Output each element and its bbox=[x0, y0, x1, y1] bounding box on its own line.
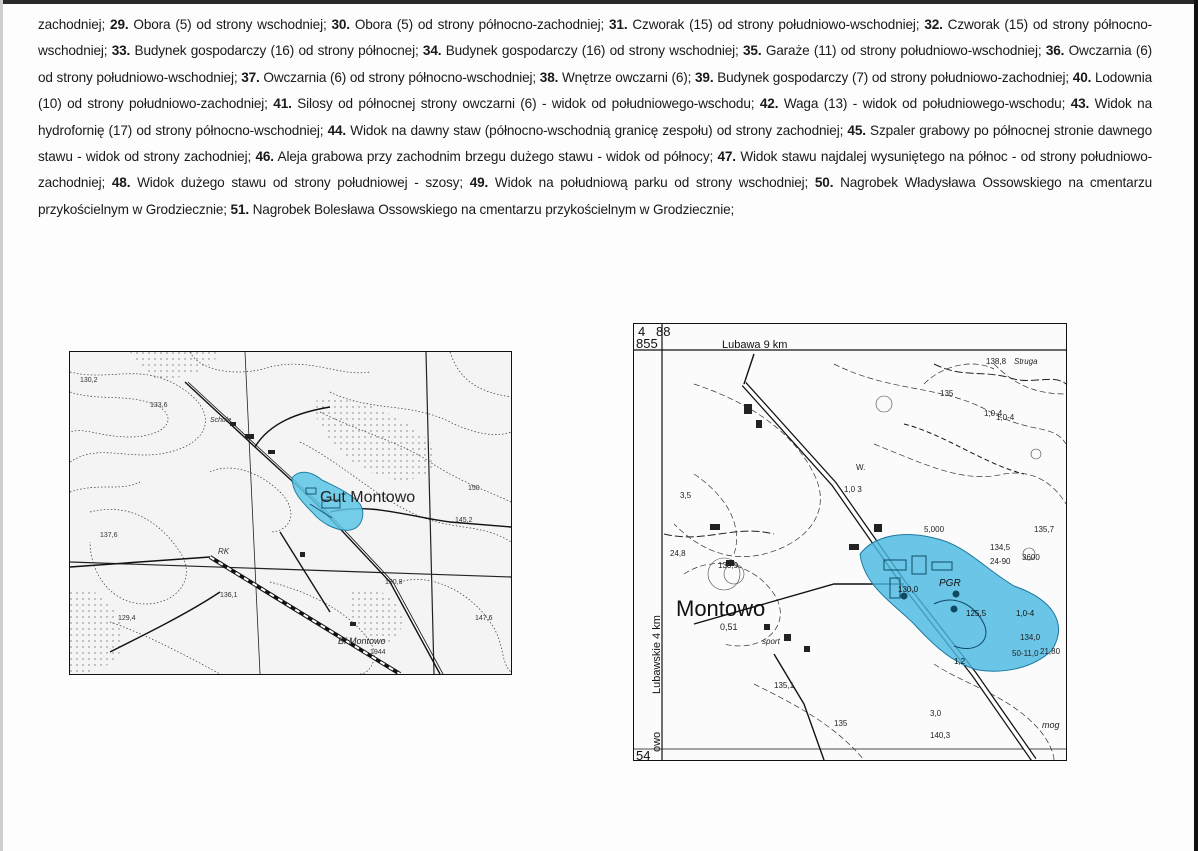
item-number: 32. bbox=[924, 17, 943, 32]
item-number: 31. bbox=[609, 17, 628, 32]
historical-map bbox=[69, 351, 512, 675]
map-label: 24,8 bbox=[670, 549, 686, 558]
map-label: 3600 bbox=[1022, 553, 1040, 562]
map-label: 21,80 bbox=[1040, 647, 1061, 656]
item-text: Lodownia (10) od strony południowo-zachodniej; bbox=[38, 69, 1152, 112]
grid-coordinate-left: 855 bbox=[636, 336, 658, 351]
map-label: 147,6 bbox=[475, 615, 493, 622]
road-label-north: Lubawa 9 km bbox=[722, 339, 788, 351]
station-label: Bf.Montowo bbox=[338, 636, 386, 646]
item-number: 42. bbox=[759, 96, 779, 112]
item-number: 43. bbox=[1070, 96, 1090, 112]
item-text: zachodniej; bbox=[38, 17, 111, 32]
map-label: 129,4 bbox=[118, 615, 136, 622]
map-label: W. bbox=[856, 463, 866, 472]
map-label: 50-11,0 bbox=[1012, 649, 1039, 658]
map-label: 135,1 bbox=[774, 681, 795, 690]
historical-map-drawing bbox=[70, 352, 511, 674]
map-label: 1,0-4 bbox=[1016, 609, 1035, 618]
item-text: Obora (5) od strony wschodniej; bbox=[128, 17, 332, 32]
map-label: 150 bbox=[468, 485, 480, 492]
item-number: 38. bbox=[539, 69, 559, 85]
item-number: 48. bbox=[111, 175, 131, 191]
grid-coordinate-top-2: 88 bbox=[656, 324, 671, 339]
item-text: Nagrobek Bolesława Ossowskiego na cmentarzu przykościelnym w Grodziecznie; bbox=[248, 201, 735, 217]
map-label: sport bbox=[762, 637, 780, 646]
map-label: 1,0-4 bbox=[996, 413, 1015, 422]
item-text: Budynek gospodarczy (16) od strony wschodniej; bbox=[441, 43, 744, 59]
item-text: Widok na południową parku od strony wschodniej; bbox=[488, 175, 815, 191]
item-number: 33. bbox=[111, 43, 131, 59]
map-label: 1,2 bbox=[954, 657, 966, 666]
map-label: mog bbox=[1042, 720, 1060, 730]
item-number: 34. bbox=[422, 43, 442, 59]
item-text: Silosy od północnej strony owczarni (6) - widok od południowego-wschodu; bbox=[291, 96, 760, 112]
map-label: 5,000 bbox=[924, 525, 945, 534]
map-label: 1,0-4 bbox=[984, 409, 1003, 418]
item-text: Nagrobek Władysława Ossowskiego na cmentarzu przykościelnym w Grodziecznie; bbox=[38, 175, 1153, 217]
map-label: 136,1 bbox=[220, 592, 238, 599]
grid-coordinate-top: 4 bbox=[638, 324, 646, 339]
map-label: 138,8 bbox=[986, 357, 1007, 366]
map-label: Struga bbox=[1014, 357, 1038, 366]
map-label-pgr: PGR bbox=[939, 578, 961, 589]
item-number: 36. bbox=[1045, 43, 1065, 59]
item-text: Widok dużego stawu od strony południowej - szosy; bbox=[130, 175, 470, 191]
item-text: Garaże (11) od strony południowo-wschodniej; bbox=[761, 43, 1046, 59]
item-number: 44. bbox=[327, 122, 347, 138]
map-label: 1,0 3 bbox=[844, 485, 862, 494]
map-label: 0,51 bbox=[720, 622, 738, 632]
road-label-west: Lubawskie 4 km bbox=[651, 615, 663, 694]
item-text: Widok na dawny staw (północno-wschodnią granicę zespołu) od strony zachodniej; bbox=[346, 122, 848, 138]
map-label: 134,5 bbox=[990, 543, 1011, 552]
map-label: 133,9 bbox=[718, 561, 739, 570]
item-text: Owczarnia (6) od strony północno-wschodniej; bbox=[259, 69, 540, 85]
map-label: RK bbox=[218, 547, 230, 556]
manor-place-name: Gut Montowo bbox=[320, 489, 416, 506]
item-text: Widok stawu najdalej wysuniętego na północ - od strony południowo-zachodniej; bbox=[38, 149, 1153, 191]
item-number: 50. bbox=[814, 175, 834, 191]
map-label: 3,0 bbox=[930, 709, 942, 718]
map-label: 140,3 bbox=[930, 731, 951, 740]
road-label-west-prefix: owo bbox=[651, 731, 663, 752]
scan-right-edge bbox=[1194, 0, 1198, 851]
item-number: 46. bbox=[255, 149, 274, 165]
item-text: Obora (5) od strony północno-zachodniej; bbox=[349, 17, 610, 32]
item-number: 30. bbox=[331, 17, 350, 32]
map-label: 125,5 bbox=[966, 609, 987, 618]
item-number: 51. bbox=[230, 201, 249, 217]
item-text: Budynek gospodarczy (16) od strony północnej; bbox=[130, 43, 423, 59]
map-label: 145,2 bbox=[455, 517, 473, 524]
map-label: 3,5 bbox=[680, 491, 692, 500]
map-label: 134,0 bbox=[1020, 633, 1041, 642]
modern-map-drawing bbox=[634, 324, 1066, 760]
modern-map bbox=[633, 323, 1067, 761]
item-text: Czworak (15) od strony północno-wschodniej; bbox=[38, 17, 1153, 59]
map-label: 130,2 bbox=[80, 377, 98, 384]
map-label: 24-90 bbox=[990, 557, 1011, 566]
item-text: Aleja grabowa przy zachodnim brzegu dużego stawu - widok od północy; bbox=[273, 149, 718, 165]
item-text: Czworak (15) od strony południowo-wschodniej; bbox=[627, 17, 925, 32]
item-text: Wnętrze owczarni (6); bbox=[558, 69, 695, 85]
map-label: 133,6 bbox=[150, 402, 168, 409]
map-label: 135,7 bbox=[1034, 525, 1055, 534]
map-label: Schule bbox=[210, 417, 232, 424]
map-label: 1944 bbox=[370, 649, 386, 656]
village-name: Montowo bbox=[676, 596, 766, 621]
map-label: 135 bbox=[834, 719, 848, 728]
item-number: 49. bbox=[469, 175, 489, 191]
photo-list-paragraph bbox=[38, 12, 1152, 223]
item-number: 47. bbox=[717, 149, 736, 165]
item-text: Widok na hydrofornię (17) od strony północno-wschodniej; bbox=[38, 96, 1152, 138]
item-number: 29. bbox=[110, 17, 129, 32]
map-label: 130,0 bbox=[898, 585, 919, 594]
item-text: Szpaler grabowy po północnej stronie dawnego stawu - widok od strony zachodniej; bbox=[38, 122, 1152, 165]
item-number: 35. bbox=[743, 43, 762, 59]
map-label: 137,6 bbox=[100, 532, 118, 539]
item-number: 45. bbox=[847, 122, 866, 138]
map-label: 135 bbox=[940, 389, 954, 398]
scan-top-edge bbox=[0, 0, 1198, 4]
item-number: 37. bbox=[241, 69, 260, 85]
item-number: 40. bbox=[1072, 69, 1092, 85]
map-label: 130,8 bbox=[385, 579, 403, 586]
item-text: Owczarnia (6) od strony południowo-wschodniej; bbox=[38, 43, 1152, 85]
item-text: Waga (13) - widok od południowego-wschodu; bbox=[778, 96, 1071, 112]
item-number: 41. bbox=[273, 96, 292, 112]
item-text: Budynek gospodarczy (7) od strony południowo-zachodniej; bbox=[713, 69, 1073, 85]
scan-left-edge bbox=[0, 0, 3, 851]
grid-coordinate-bottom: 54 bbox=[636, 748, 651, 760]
item-number: 39. bbox=[695, 69, 714, 85]
